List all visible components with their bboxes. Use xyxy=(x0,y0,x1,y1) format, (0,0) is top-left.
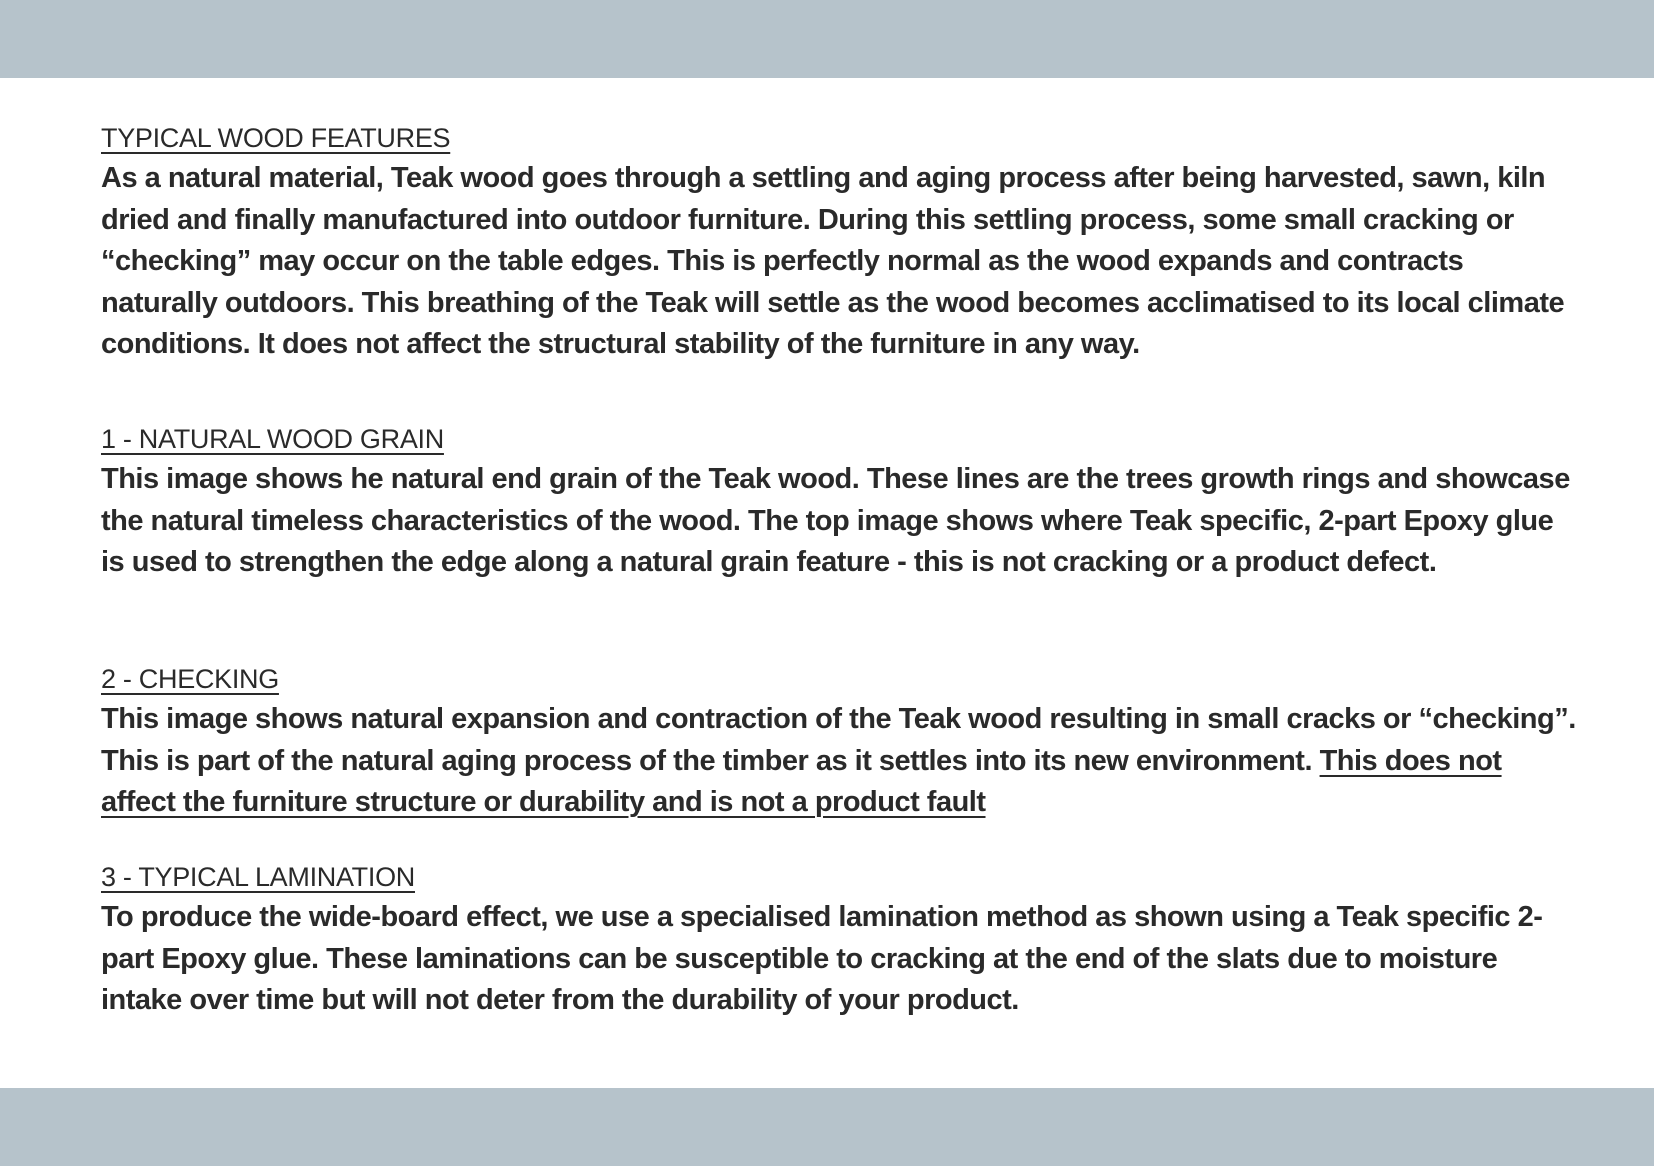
section-checking xyxy=(101,659,1581,824)
section-paragraph: To produce the wide-board effect, we use a specialised lamination method as shown using a Teak specific 2-part Epoxy glue. These laminations can be susceptible to cracking at the end of the slats due to moisture intake over time but will not deter from the durability of your product. xyxy=(101,901,1543,1016)
section-typical-wood-features xyxy=(101,118,1581,366)
bottom-band xyxy=(0,1088,1654,1166)
section-heading: TYPICAL WOOD FEATURES xyxy=(101,123,451,153)
section-heading: 1 - NATURAL WOOD GRAIN xyxy=(101,424,444,454)
paragraph-text: This image shows natural expansion and contraction of the Teak wood resulting in small cracks or “checking”. This is part of the natural aging process of the timber as it settles into its new environment. xyxy=(101,703,1576,777)
section-typical-lamination xyxy=(101,857,1581,1022)
top-band xyxy=(0,0,1654,78)
section-paragraph: This image shows he natural end grain of the Teak wood. These lines are the trees growth rings and showcase the natural timeless characteristics of the wood. The top image shows where Teak specific, 2-part Epoxy glue is used to strengthen the edge along a natural grain feature - this is not cracking or a product defect. xyxy=(101,463,1570,578)
section-heading: 3 - TYPICAL LAMINATION xyxy=(101,862,415,892)
section-natural-wood-grain xyxy=(101,419,1581,584)
section-paragraph: As a natural material, Teak wood goes through a settling and aging process after being harvested, sawn, kiln dried and finally manufactured into outdoor furniture. During this settling process, some small cracking or “checking” may occur on the table edges. This is perfectly normal as the wood expands and contracts naturally outdoors. This breathing of the Teak will settle as the wood becomes acclimatised to its local climate conditions. It does not affect the structural stability of the furniture in any way. xyxy=(101,162,1565,360)
section-heading: 2 - CHECKING xyxy=(101,664,279,694)
underlined-note: This does not affect the furniture structure or durability and is not a product fault xyxy=(101,744,1502,818)
section-paragraph xyxy=(101,699,1581,824)
